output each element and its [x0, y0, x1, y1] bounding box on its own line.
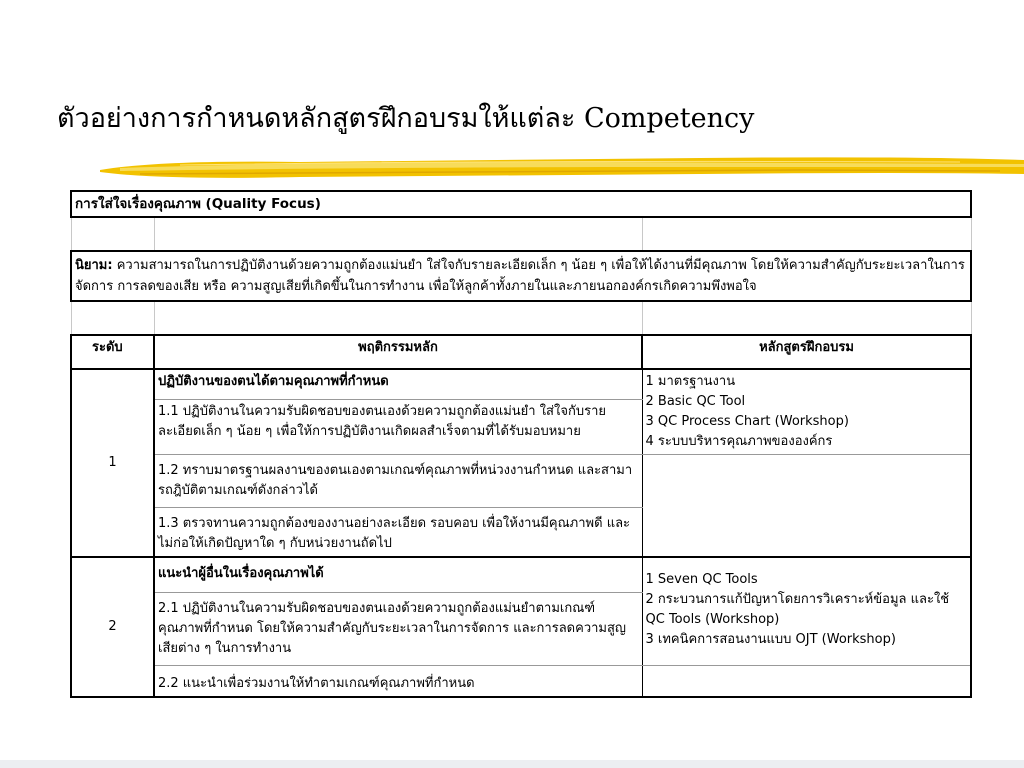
- level-2-courses: [642, 557, 971, 666]
- course-item: 3 QC Process Chart (Workshop): [645, 414, 849, 429]
- course-item: 3 เทคนิคการสอนงานแบบ OJT (Workshop): [645, 632, 896, 647]
- level-1-cell: 1: [71, 369, 154, 557]
- section-title: การใส่ใจเรื่องคุณภาพ (Quality Focus): [71, 191, 971, 217]
- behavior-2-1: 2.1 ปฏิบัติงานในความรับผิดชอบของตนเองด้วยความถูกต้องแม่นยำตามเกณฑ์คุณภาพที่กำหนด โดยให้ความสำคัญกับระยะเวลาในการจัดการ และการลดความสูญเสียต่าง ๆ ในการทำงาน: [154, 593, 642, 666]
- course-item: 2 กระบวนการแก้ปัญหาโดยการวิเคราะห์ข้อมูล และใช้ QC Tools (Workshop): [645, 592, 950, 627]
- competency-table: [70, 190, 972, 698]
- level-2-cell: 2: [71, 557, 154, 697]
- bottom-bar: [0, 760, 1024, 768]
- level-1-courses: [642, 369, 971, 455]
- brush-stroke-decoration: [100, 150, 1024, 186]
- course-item: 1 มาตรฐานงาน: [645, 374, 736, 389]
- level-1-courses-empty: [642, 455, 971, 558]
- header-behavior: พฤติกรรมหลัก: [154, 335, 642, 369]
- level-2-heading: แนะนำผู้อื่นในเรื่องคุณภาพได้: [154, 557, 642, 593]
- course-item: 4 ระบบบริหารคุณภาพขององค์กร: [645, 434, 833, 449]
- behavior-1-2: 1.2 ทราบมาตรฐานผลงานของตนเองตามเกณฑ์คุณภาพที่หน่วงงานกำหนด และสามารถฎิบัติตามเกณฑ์ดังกล่าวได้: [154, 455, 642, 508]
- slide-title: ตัวอย่างการกำหนดหลักสูตรฝึกอบรมให้แต่ละ Competency: [57, 103, 755, 134]
- definition-text: ความสามารถในการปฏิบัติงานด้วยความถูกต้องแม่นยำ ใส่ใจกับรายละเอียดเล็ก ๆ น้อย ๆ เพื่อให้ได้งานที่มีคุณภาพ โดยให้ความสำคัญกับระยะเวลาในการจัดการ การลดของเสีย หรือ ความสูญเสียที่เกิดขึ้นในการทำงาน เพื่อให้ลูกค้าทั้งภายในและภายนอกองค์กรเกิดความพึงพอใจ: [75, 258, 965, 294]
- behavior-2-2: 2.2 แนะนำเพื่อร่วมงานให้ทำตามเกณฑ์คุณภาพที่กำหนด: [154, 666, 642, 698]
- header-level: ระดับ: [71, 335, 154, 369]
- header-course: หลักสูตรฝึกอบรม: [642, 335, 971, 369]
- definition-cell: [71, 251, 971, 301]
- course-item: 1 Seven QC Tools: [645, 572, 758, 587]
- course-item: 2 Basic QC Tool: [645, 394, 746, 409]
- behavior-1-3: 1.3 ตรวจทานความถูกต้องของงานอย่างละเอียด รอบคอบ เพื่อให้งานมีคุณภาพดี และไม่ก่อให้เกิดปัญหาใด ๆ กับหน่วยงานถัดไป: [154, 508, 642, 558]
- level-1-heading: ปฏิบัติงานของตนได้ตามคุณภาพที่กำหนด: [154, 369, 642, 400]
- behavior-1-1: 1.1 ปฏิบัติงานในความรับผิดชอบของตนเองด้วยความถูกต้องแม่นยำ ใส่ใจกับรายละเอียดเล็ก ๆ น้อย ๆ เพื่อให้การปฏิบัติงานเกิดผลสำเร็จตามที่ได้รับมอบหมาย: [154, 400, 642, 455]
- level-2-courses-empty: [642, 666, 971, 698]
- definition-label: นิยาม:: [75, 258, 113, 273]
